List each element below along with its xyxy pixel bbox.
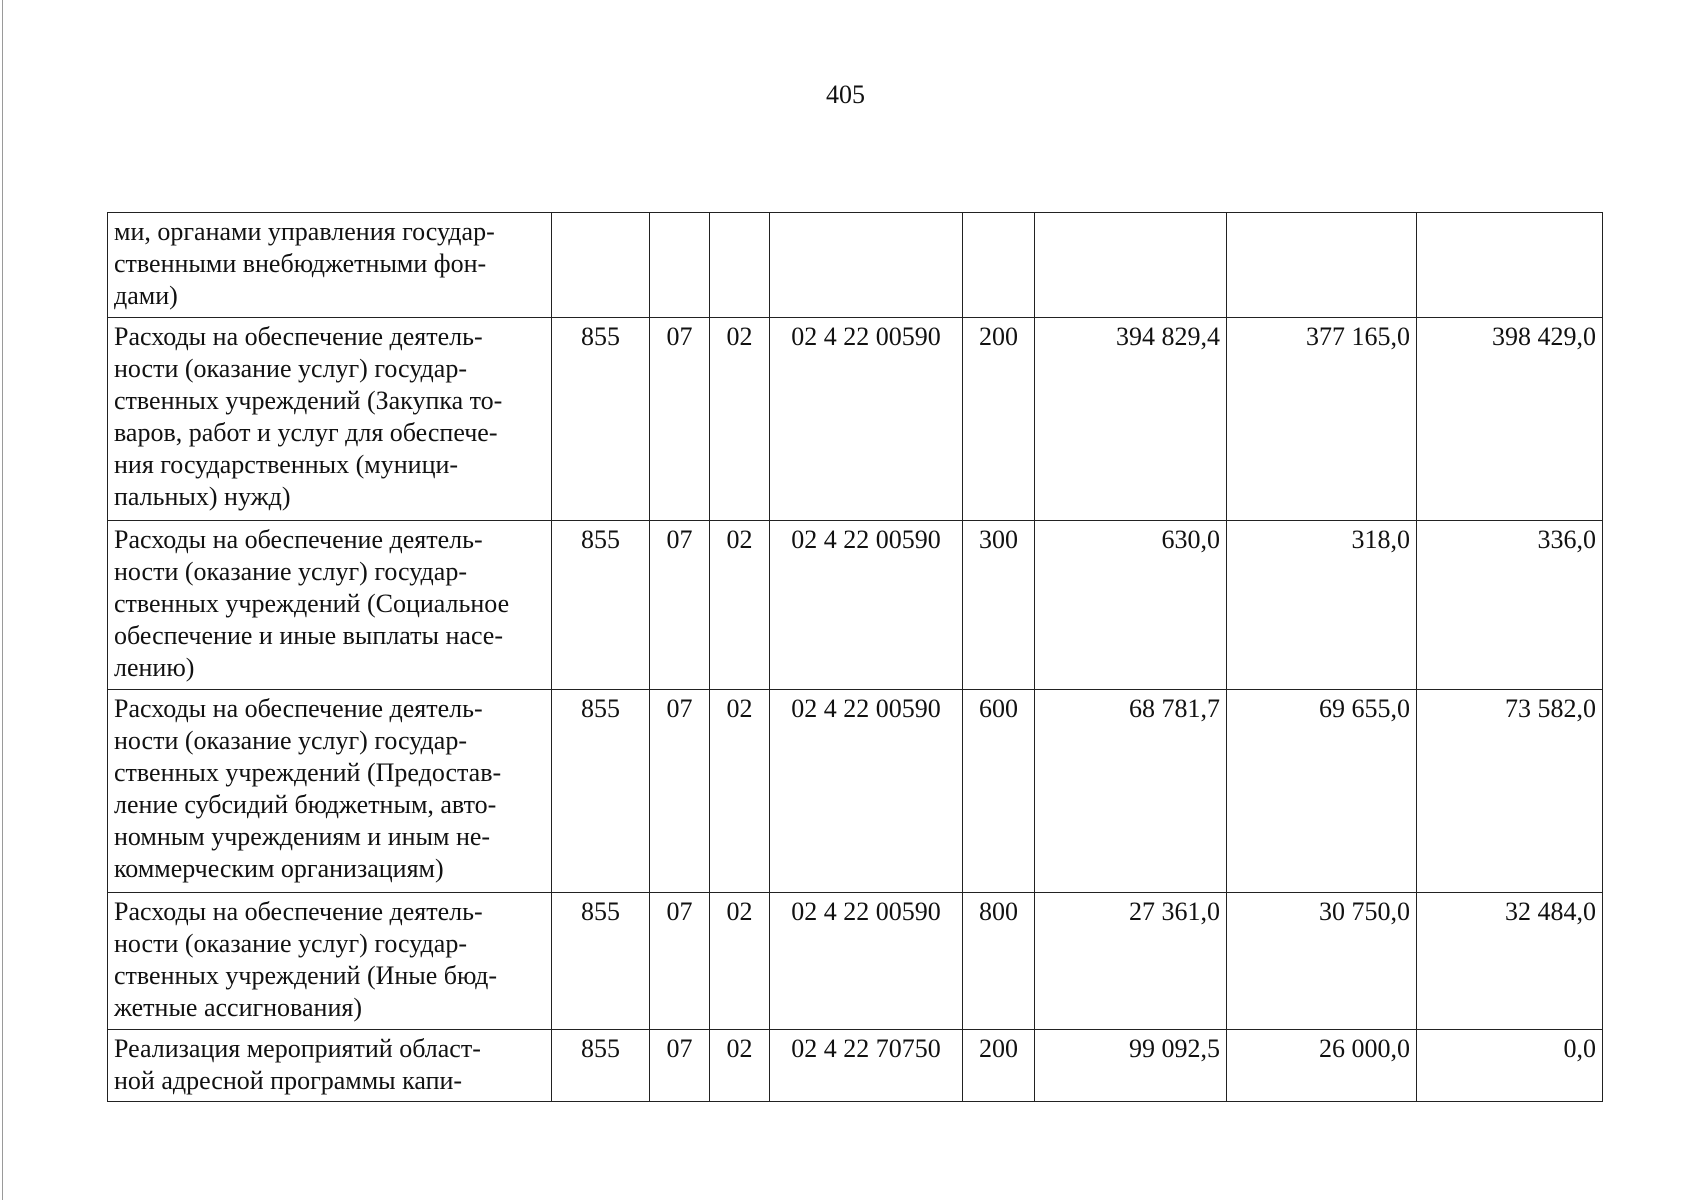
amount-year-1: 68 781,7 [1035, 690, 1227, 893]
amount-year-1: 99 092,5 [1035, 1030, 1227, 1102]
description-line: дами) [114, 281, 178, 310]
description-line: ление субсидий бюджетным, авто- [114, 790, 497, 819]
section-code: 07 [650, 318, 710, 521]
amount-year-2: 318,0 [1227, 521, 1417, 690]
target-article-code [770, 213, 963, 318]
description-line: ности (оказание услуг) государ- [114, 557, 467, 586]
row-description [108, 213, 552, 318]
row-description [108, 521, 552, 690]
ministry-code: 855 [552, 521, 650, 690]
amount-year-3 [1417, 213, 1603, 318]
description-line: Расходы на обеспечение деятель- [114, 525, 483, 554]
expense-type-code: 300 [963, 521, 1035, 690]
description-line: ности (оказание услуг) государ- [114, 726, 467, 755]
description-line: Реализация мероприятий област- [114, 1034, 481, 1063]
subsection-code: 02 [710, 521, 770, 690]
amount-year-2: 30 750,0 [1227, 893, 1417, 1030]
description-line: ной адресной программы капи- [114, 1066, 463, 1095]
description-line: ственных учреждений (Предостав- [114, 758, 502, 787]
scan-edge-line [2, 0, 3, 1200]
amount-year-2: 26 000,0 [1227, 1030, 1417, 1102]
amount-year-2: 69 655,0 [1227, 690, 1417, 893]
description-line: обеспечение и иные выплаты насе- [114, 621, 503, 650]
amount-year-1: 630,0 [1035, 521, 1227, 690]
expense-type-code [963, 213, 1035, 318]
description-line: Расходы на обеспечение деятель- [114, 322, 483, 351]
amount-year-3: 398 429,0 [1417, 318, 1603, 521]
subsection-code [710, 213, 770, 318]
section-code: 07 [650, 893, 710, 1030]
description-line: лению) [114, 653, 195, 682]
section-code: 07 [650, 521, 710, 690]
description-line: коммерческим организациям) [114, 854, 444, 883]
table-row [108, 893, 1603, 1030]
amount-year-1: 394 829,4 [1035, 318, 1227, 521]
description-line: ния государственных (муници- [114, 450, 459, 479]
amount-year-2: 377 165,0 [1227, 318, 1417, 521]
amount-year-3: 0,0 [1417, 1030, 1603, 1102]
ministry-code: 855 [552, 318, 650, 521]
amount-year-1 [1035, 213, 1227, 318]
budget-table [107, 212, 1603, 1102]
amount-year-2 [1227, 213, 1417, 318]
amount-year-3: 32 484,0 [1417, 893, 1603, 1030]
expense-type-code: 800 [963, 893, 1035, 1030]
ministry-code: 855 [552, 690, 650, 893]
subsection-code: 02 [710, 690, 770, 893]
row-description [108, 893, 552, 1030]
description-line: ственных учреждений (Закупка то- [114, 386, 503, 415]
page-number: 405 [826, 80, 865, 109]
row-description [108, 1030, 552, 1102]
subsection-code: 02 [710, 1030, 770, 1102]
target-article-code: 02 4 22 00590 [770, 318, 963, 521]
table-row [108, 690, 1603, 893]
ministry-code [552, 213, 650, 318]
amount-year-3: 73 582,0 [1417, 690, 1603, 893]
ministry-code: 855 [552, 1030, 650, 1102]
target-article-code: 02 4 22 70750 [770, 1030, 963, 1102]
target-article-code: 02 4 22 00590 [770, 690, 963, 893]
table-row [108, 318, 1603, 521]
description-line: жетные ассигнования) [114, 993, 362, 1022]
description-line: ности (оказание услуг) государ- [114, 929, 467, 958]
row-description [108, 690, 552, 893]
description-line: ности (оказание услуг) государ- [114, 354, 467, 383]
section-code: 07 [650, 1030, 710, 1102]
description-line: ственных учреждений (Иные бюд- [114, 961, 498, 990]
subsection-code: 02 [710, 893, 770, 1030]
description-line: варов, работ и услуг для обеспече- [114, 418, 498, 447]
description-line: Расходы на обеспечение деятель- [114, 694, 483, 723]
row-description [108, 318, 552, 521]
subsection-code: 02 [710, 318, 770, 521]
description-line: ми, органами управления государ- [114, 217, 495, 246]
target-article-code: 02 4 22 00590 [770, 893, 963, 1030]
description-line: ственных учреждений (Социальное [114, 589, 510, 618]
description-line: пальных) нужд) [114, 482, 291, 511]
section-code: 07 [650, 690, 710, 893]
table-row [108, 521, 1603, 690]
table-row [108, 1030, 1603, 1102]
description-line: номным учреждениям и иным не- [114, 822, 491, 851]
table-row [108, 213, 1603, 318]
description-line: ственными внебюджетными фон- [114, 249, 487, 278]
ministry-code: 855 [552, 893, 650, 1030]
expense-type-code: 200 [963, 318, 1035, 521]
target-article-code: 02 4 22 00590 [770, 521, 963, 690]
amount-year-3: 336,0 [1417, 521, 1603, 690]
section-code [650, 213, 710, 318]
amount-year-1: 27 361,0 [1035, 893, 1227, 1030]
expense-type-code: 600 [963, 690, 1035, 893]
expense-type-code: 200 [963, 1030, 1035, 1102]
description-line: Расходы на обеспечение деятель- [114, 897, 483, 926]
